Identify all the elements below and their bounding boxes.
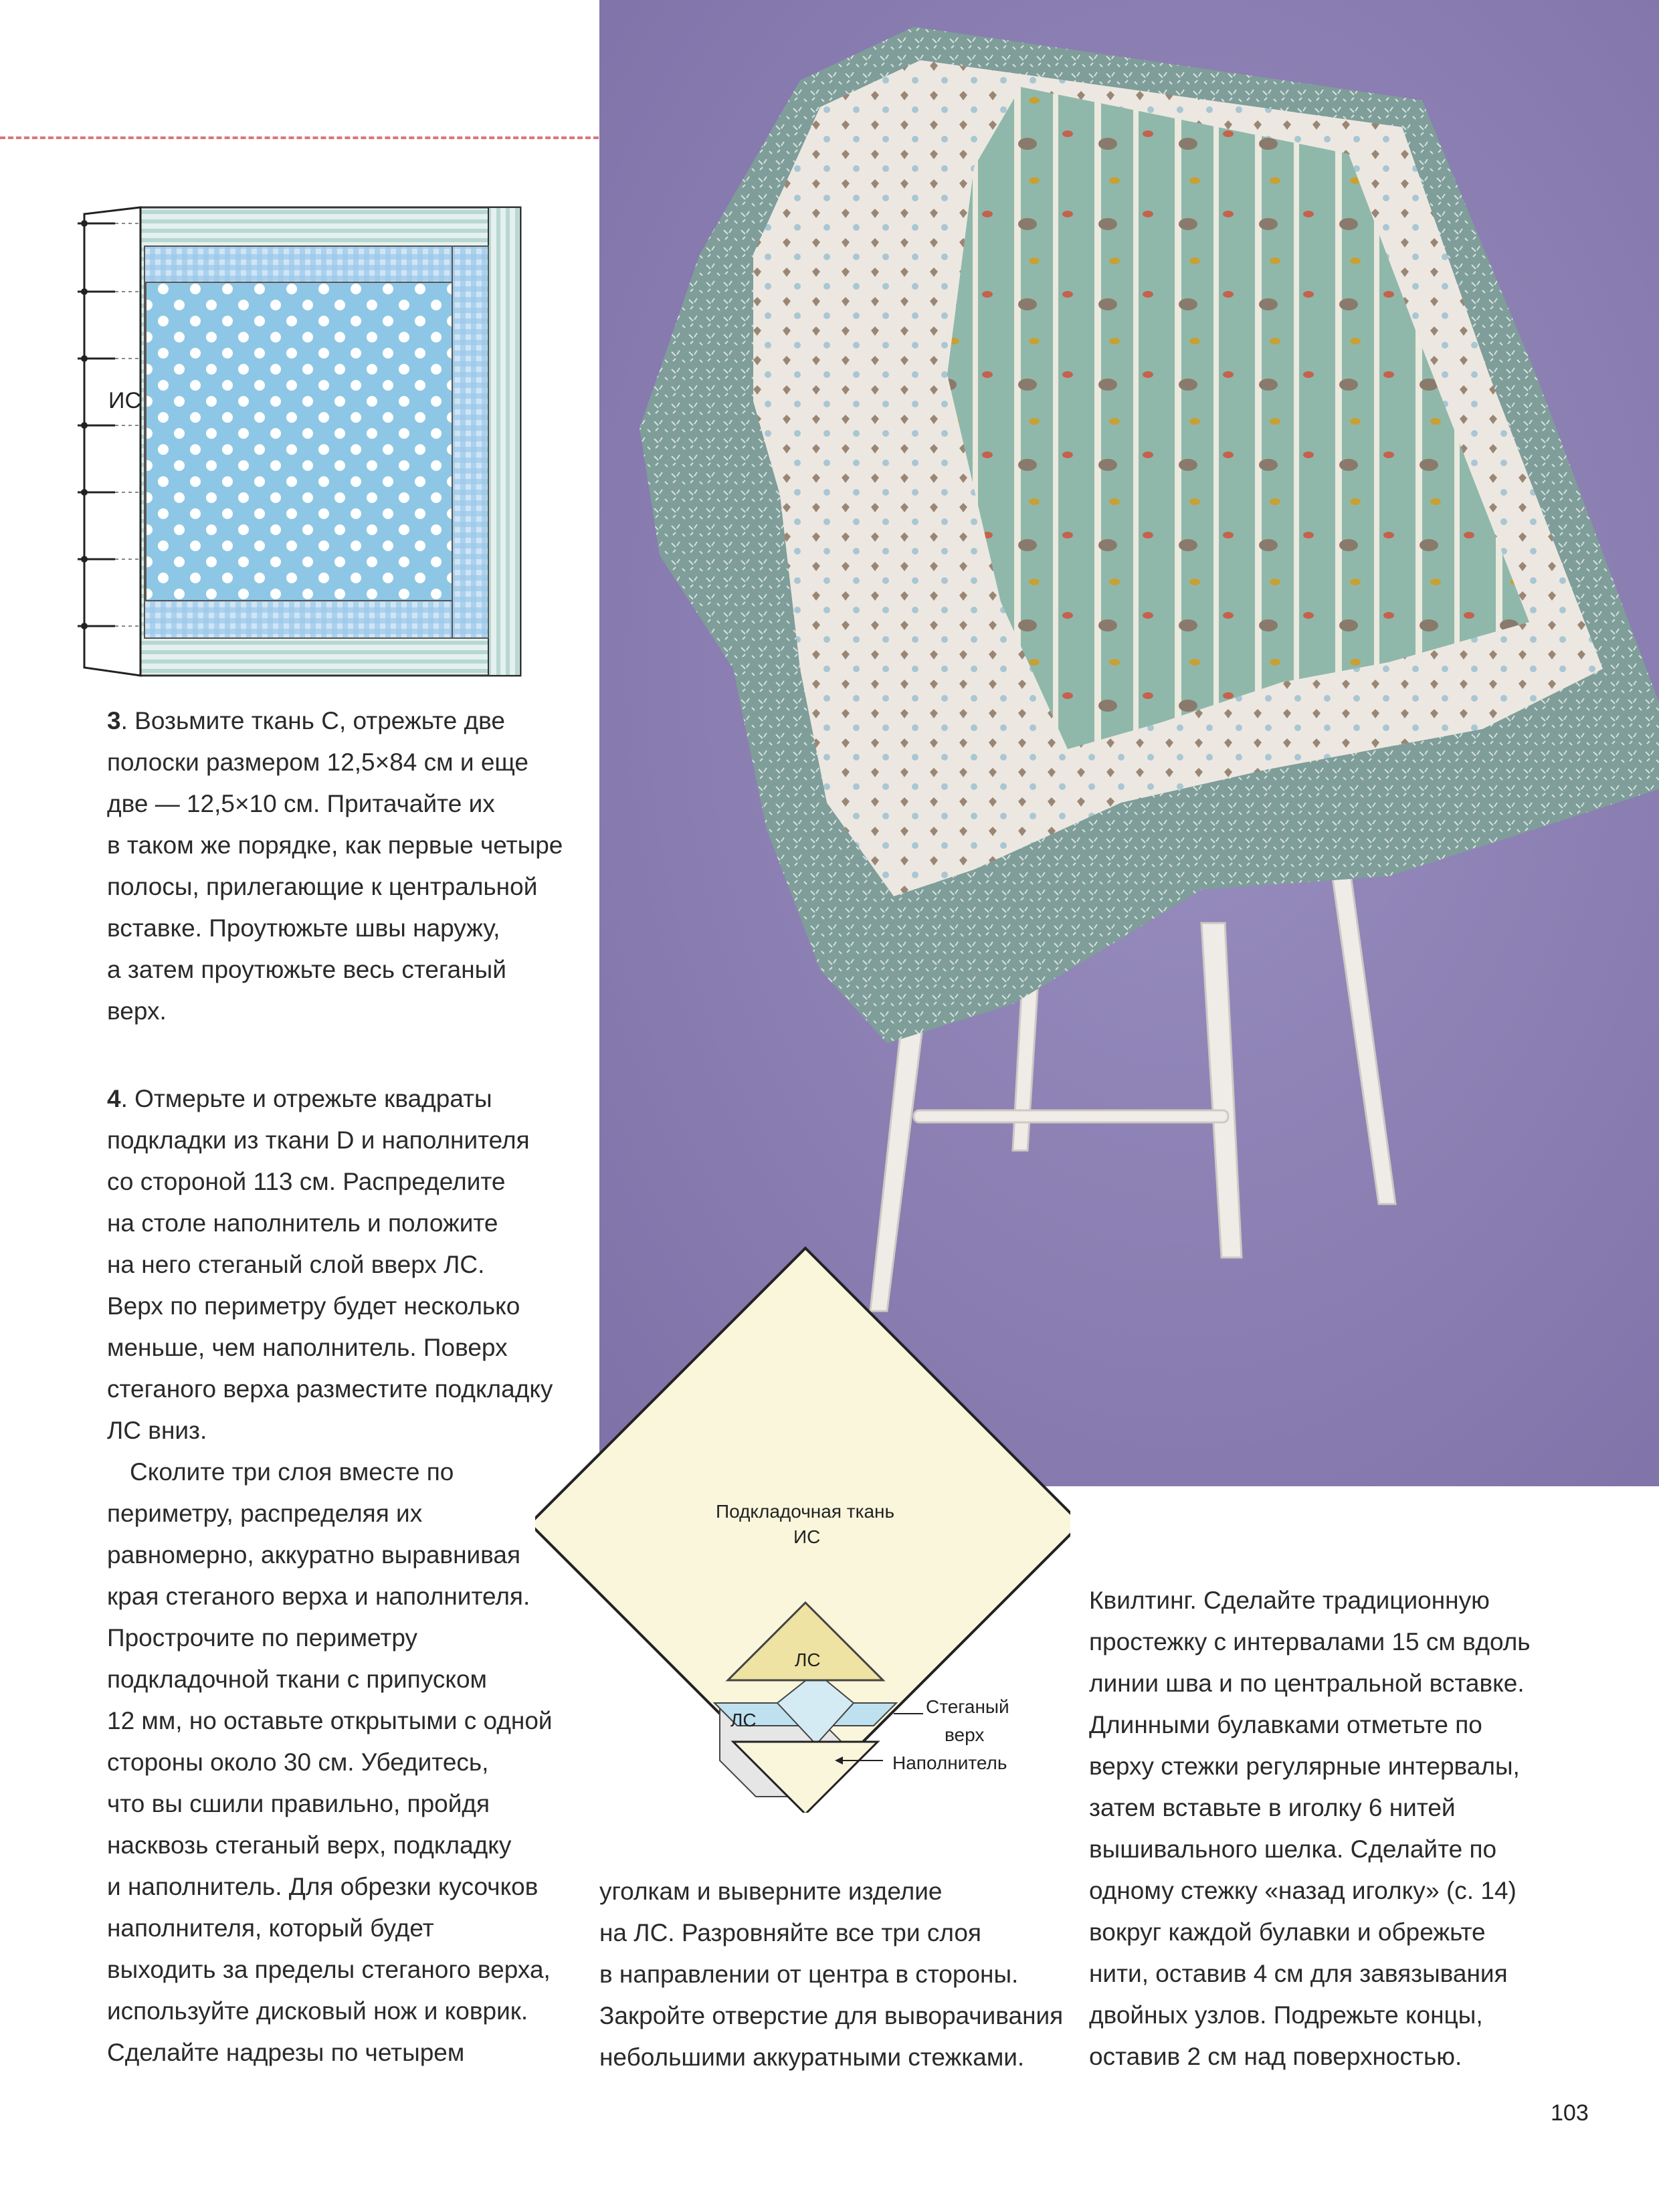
lining-label-line1: Подкладочная ткань <box>716 1501 895 1522</box>
middle-column-text: уголкам и выверните изделие на ЛС. Разровняйте все три слоя в направлении от центра в стороны. Закройте отверстие для выворачивания небольшими аккуратными стежками. <box>599 1878 1064 2071</box>
quilt-top-diagram <box>75 201 536 682</box>
step-4-number: 4 <box>107 1085 121 1112</box>
dashed-divider <box>0 136 599 139</box>
face-top-label: ЛС <box>795 1649 821 1670</box>
quilted-top-label-line1: Стеганый <box>926 1696 1009 1717</box>
face-left-label: ЛС <box>730 1710 757 1730</box>
step-3-text: 3. Возьмите ткань С, отрежьте две полоски размером 12,5×84 см и еще две — 12,5×10 см. Притачайте их в таком же порядке, как первые четыре полосы, прилегающие к центральной вставке. Проутюжьте швы наружу, а затем проутюжьте весь стеганый верх. <box>107 707 563 1025</box>
batting-label: Наполнитель <box>892 1752 1007 1773</box>
quilted-top-label-line2: верх <box>945 1724 985 1745</box>
step-3-number: 3 <box>107 707 121 734</box>
lining-label-line2: ИС <box>793 1526 821 1547</box>
diagram-label-is: ИС <box>108 388 141 413</box>
page-number: 103 <box>1551 2100 1589 2126</box>
step-4-text: 4. Отмерьте и отрежьте квадраты подкладки из ткани D и наполнителя со стороной 113 см. Распределите на столе наполнитель и положите на него стеганый слой вверх ЛС. Верх по периметру будет несколько меньше, чем наполнитель. Поверх стеганого верха разместите подкладку ЛС вниз. Сколите три слоя вместе по периметру, распределяя их равномерно, аккуратно выравнивая края стеганого верха и наполнителя. Прострочите по периметру подкладочной ткани с припуском 12 мм, но оставьте открытыми с одной стороны около 30 см. Убедитесь, что вы сшили правильно, пройдя насквозь стеганый верх, подкладку и наполнитель. Для обрезки кусочков наполнителя, который будет выходить за пределы стеганого верха, используйте дисковый нож и коврик. Сделайте надрезы по четырем <box>107 1085 553 2066</box>
right-column-text: Квилтинг. Сделайте традиционную простежку с интервалами 15 см вдоль линии шва и по центральной вставке. Длинными булавками отметьте по верху стежки регулярные интервалы, затем вставьте в иголку 6 нитей вышивального шелка. Сделайте по одному стежку «назад иголку» (с. 14) вокруг каждой булавки и обрежьте нити, оставив 4 см для завязывания двойных узлов. Подрежьте концы, оставив 2 см над поверхностью. <box>1089 1587 1531 2070</box>
